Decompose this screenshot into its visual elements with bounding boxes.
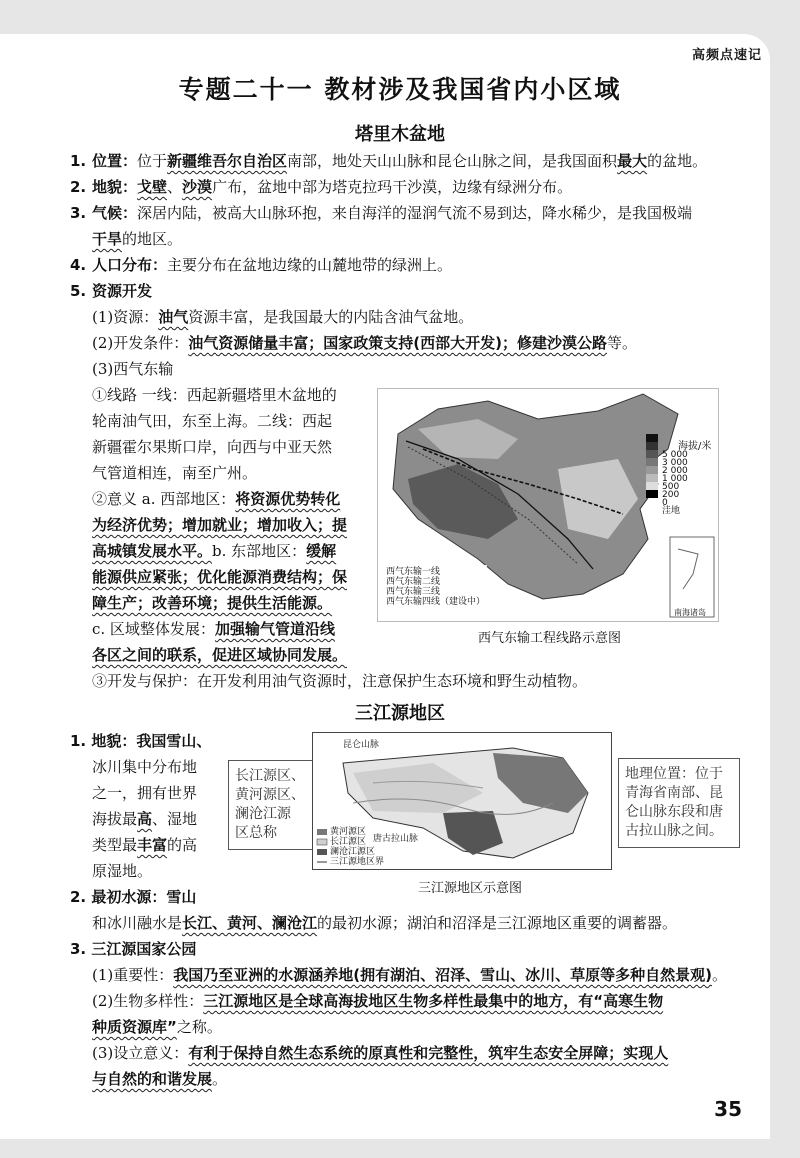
route-line-4: 气管道相连，南至广州。 <box>92 464 258 482</box>
protect-line: ③开发与保护：在开发利用油气资源时，注意保护生态环境和野生动植物。 <box>92 672 588 690</box>
inset-label: 南海诸岛 <box>674 608 706 617</box>
route-line-2: 轮南油气田，东至上海。二线：西起 <box>92 412 333 430</box>
sanjiang-map <box>312 732 612 870</box>
meaning-line-7: 各区之间的联系，促进区域协同发展。 <box>92 646 348 664</box>
page-number: 35 <box>714 1097 742 1121</box>
sj-park-1: (1)重要性：我国乃至亚洲的水源涵养地(拥有湖泊、沼泽、雪山、冰川、草原等多种自然景观)。 <box>92 966 727 984</box>
meaning-line-4: 能源供应紧张；优化能源消费结构；保 <box>92 568 348 586</box>
tarim-item-4: 4. 人口分布：主要分布在盆地边缘的山麓地带的绿洲上。 <box>70 256 453 274</box>
route-line-1: ①线路 一线：西起新疆塔里木盆地的 <box>92 386 337 404</box>
meaning-line-5: 障生产；改善环境；提供生活能源。 <box>92 594 333 612</box>
map-label-tanggula: 唐古拉山脉 <box>373 834 419 844</box>
map-label-kunlun: 昆仑山脉 <box>343 740 380 750</box>
item-label: 位置： <box>92 152 138 170</box>
note-right: 地理位置：位于 青海省南部、昆 仑山脉东段和唐 古拉山脉之间。 <box>618 758 740 848</box>
tarim-resource-3: (3)西气东输 <box>92 360 174 378</box>
sj-item1-line2: 冰川集中分布地 <box>92 758 198 776</box>
tarim-item-3-cont: 干旱的地区。 <box>92 230 183 248</box>
sj-item1-line5: 类型最丰富的高 <box>92 836 198 854</box>
sj-item1-line6: 原湿地。 <box>92 862 153 880</box>
tarim-resource-1: (1)资源：油气资源丰富，是我国最大的内陆含油气盆地。 <box>92 308 474 326</box>
sj-park-2: (2)生物多样性：三江源地区是全球高海拔地区生物多样性最集中的地方，有“高寒生物 <box>92 992 664 1010</box>
sj-item2-line1: 2. 最初水源：雪山 <box>70 888 197 906</box>
gas-pipeline-map <box>377 388 719 622</box>
sj-park-2-cont: 种质资源库”之称。 <box>92 1018 222 1036</box>
meaning-line-6: c. 区域整体发展：加强输气管道沿线 <box>92 620 335 638</box>
pipeline-legend: 西气东输一线 西气东输二线 西气东输三线 西气东输四线（建设中） <box>386 567 486 607</box>
sj-item1-line4: 海拔最高、湿地 <box>92 810 198 828</box>
tarim-item-1: 1. 位置：位于新疆维吾尔自治区南部，地处天山山脉和昆仑山脉之间，是我国面积最大的盆地。 <box>70 152 708 170</box>
sj-item1-line3: 之一，拥有世界 <box>92 784 198 802</box>
sanjiang-legend: 黄河源区 长江源区 澜沧江源区 三江源地区界 <box>330 827 385 867</box>
legend-title: 海拔/米 <box>678 441 712 452</box>
tarim-item-5: 5. 资源开发 <box>70 282 153 300</box>
sanjiang-map-caption: 三江源地区示意图 <box>418 881 523 896</box>
note-left: 长江源区、 黄河源区、 澜沧江源 区总称 <box>228 760 314 850</box>
sj-park-3: (3)设立意义：有利于保持自然生态系统的原真性和完整性，筑牢生态安全屏障；实现人 <box>92 1044 669 1062</box>
tarim-item-3: 3. 气候：深居内陆，被高大山脉环抱，来自海洋的湿润气流不易到达，降水稀少，是我国极端 <box>70 204 693 222</box>
meaning-line-2: 为经济优势；增加就业；增加收入；提 <box>92 516 348 534</box>
header-tag: 高频点速记 <box>691 48 762 63</box>
sj-item2-line2: 和冰川融水是长江、黄河、澜沧江的最初水源；湖泊和沼泽是三江源地区重要的调蓄器。 <box>92 914 678 932</box>
page-title: 专题二十一 教材涉及我国省内小区域 <box>178 75 622 104</box>
tarim-resource-2: (2)开发条件：油气资源储量丰富；国家政策支持(西部大开发)；修建沙漠公路等。 <box>92 334 637 352</box>
gas-map-caption: 西气东输工程线路示意图 <box>478 631 622 646</box>
tarim-item-2: 2. 地貌：戈壁、沙漠广布，盆地中部为塔克拉玛干沙漠，边缘有绿洲分布。 <box>70 178 573 196</box>
sj-item3: 3. 三江源国家公园 <box>70 940 197 958</box>
section-heading-tarim: 塔里木盆地 <box>355 124 445 145</box>
sj-item1-line1: 1. 地貌：我国雪山、 <box>70 732 212 750</box>
elevation-legend: 5 000 3 000 2 000 1 000 500 200 0 洼地 <box>662 450 688 516</box>
section-heading-sanjiang: 三江源地区 <box>355 703 445 724</box>
meaning-line-1: ②意义 a. 西部地区：将资源优势转化 <box>92 490 341 508</box>
route-line-3: 新疆霍尔果斯口岸，向西与中亚天然 <box>92 438 333 456</box>
meaning-line-3: 高城镇发展水平。b. 东部地区：缓解 <box>92 542 337 560</box>
item-number: 1. <box>70 152 87 170</box>
sj-park-3-cont: 与自然的和谐发展。 <box>92 1070 228 1088</box>
